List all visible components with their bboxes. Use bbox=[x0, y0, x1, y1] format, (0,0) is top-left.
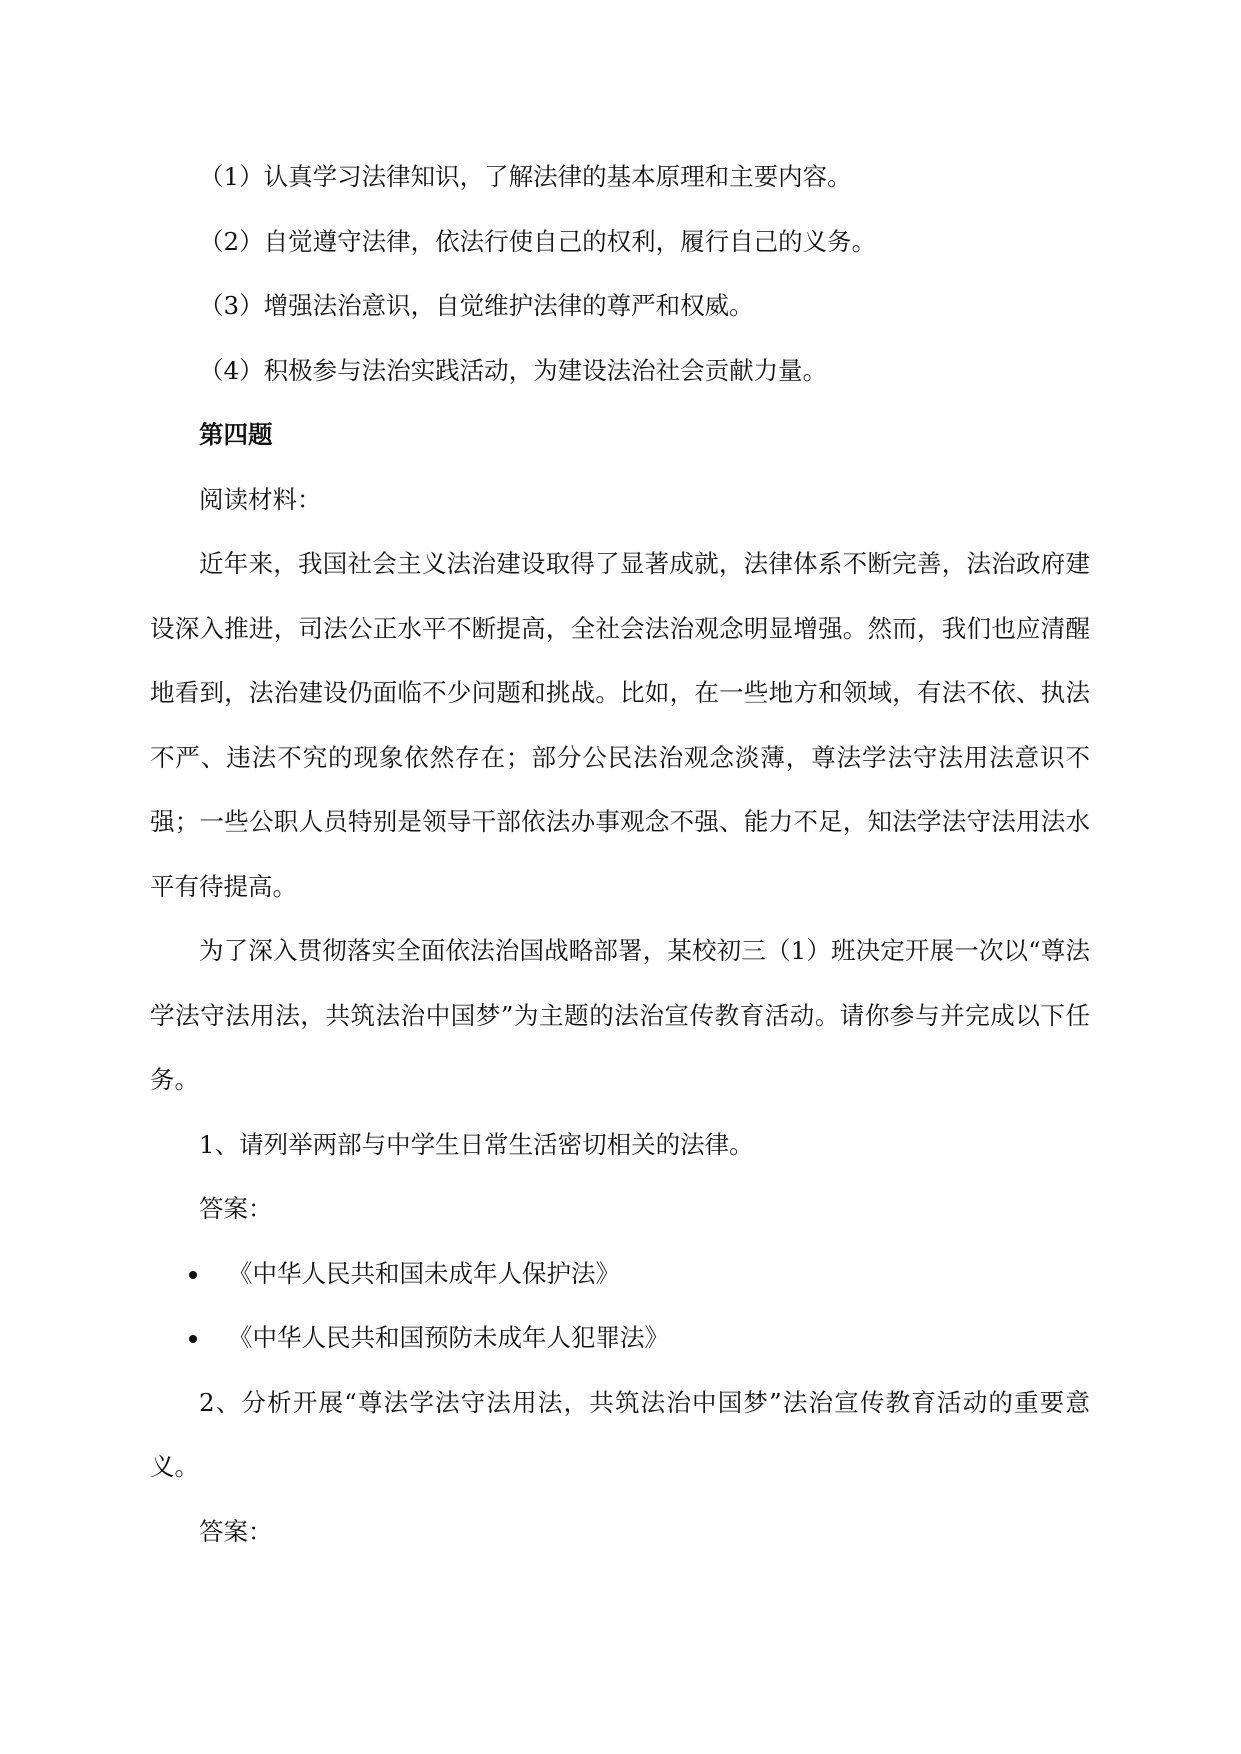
reading-label: 阅读材料： bbox=[199, 484, 322, 514]
answer-label-1: 答案： bbox=[199, 1194, 273, 1223]
intro-point-1: （1）认真学习法律知识，了解法律的基本原理和主要内容。 bbox=[199, 162, 852, 191]
bullet-icon bbox=[189, 1271, 197, 1279]
list-item bbox=[150, 1306, 1090, 1371]
answer-1-item-1: 《中华人民共和国未成年人保护法》 bbox=[228, 1258, 620, 1288]
list-item bbox=[150, 1242, 1090, 1307]
answer-1-item-2: 《中华人民共和国预防未成年人犯罪法》 bbox=[228, 1323, 669, 1352]
document-content bbox=[150, 145, 1090, 1564]
section-title: 第四题 bbox=[199, 420, 273, 449]
answer-1-list bbox=[150, 1242, 1090, 1371]
answer-label-2: 答案： bbox=[199, 1516, 273, 1546]
question-2: 2、分析开展“尊法学法守法用法，共筑法治中国梦”法治宣传教育活动的重要意义。 bbox=[150, 1387, 1090, 1481]
intro-point-2: （2）自觉遵守法律，依法行使自己的权利，履行自己的义务。 bbox=[199, 226, 877, 256]
bullet-icon bbox=[189, 1335, 197, 1343]
intro-point-3: （3）增强法治意识，自觉维护法律的尊严和权威。 bbox=[199, 291, 754, 320]
reading-paragraph-1: 近年来，我国社会主义法治建设取得了显著成就，法律体系不断完善，法治政府建设深入推进，司法公正水平不断提高，全社会法治观念明显增强。然而，我们也应清醒地看到，法治建设仍面临不少问题和挑战。比如，在一些地方和领域，有法不依、执法不严、违法不究的现象依然存在；部分公民法治观念淡薄，尊法学法守法用法意识不强；一些公职人员特别是领导干部依法办事观念不强、能力不足，知法学法守法用法水平有待提高。 bbox=[150, 549, 1090, 901]
intro-point-4: （4）积极参与法治实践活动，为建设法治社会贡献力量。 bbox=[199, 355, 828, 385]
reading-paragraph-2: 为了深入贯彻落实全面依法治国战略部署，某校初三（1）班决定开展一次以“尊法学法守法用法，共筑法治中国梦”为主题的法治宣传教育活动。请你参与并完成以下任务。 bbox=[150, 936, 1090, 1094]
question-1: 1、请列举两部与中学生日常生活密切相关的法律。 bbox=[199, 1129, 754, 1159]
